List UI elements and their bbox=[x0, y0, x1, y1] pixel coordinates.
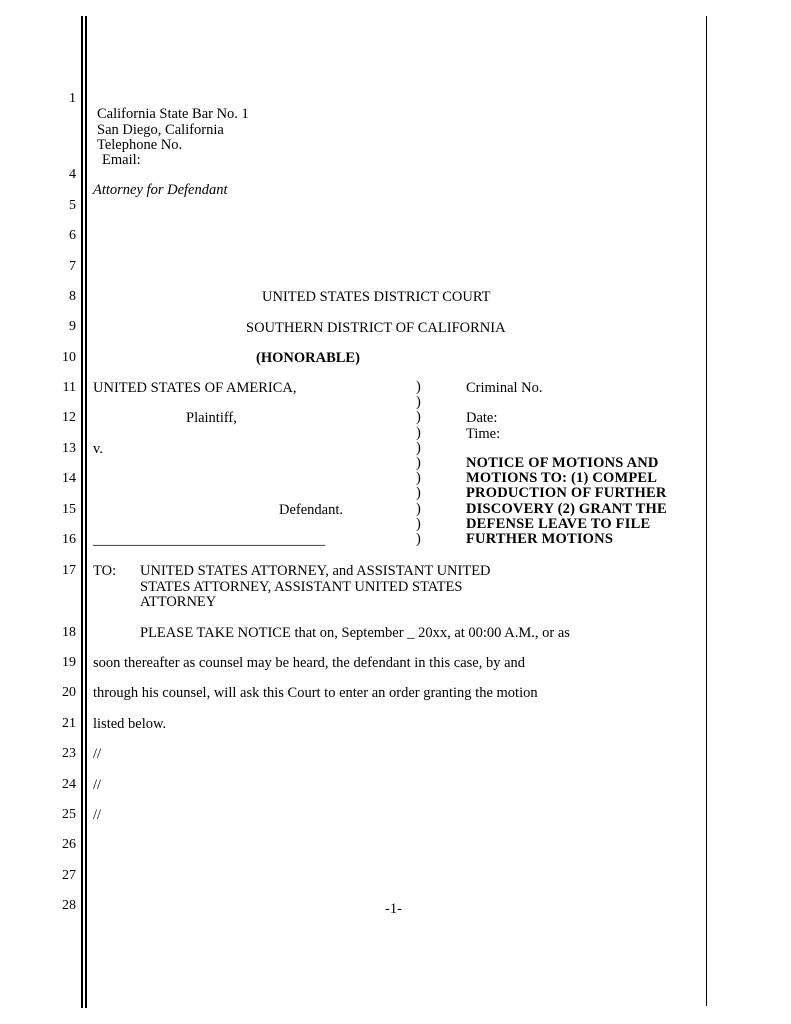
attorney-bar-number: California State Bar No. 1 bbox=[97, 106, 249, 122]
defendant-label: Defendant. bbox=[279, 502, 344, 518]
line-number: 21 bbox=[62, 716, 76, 731]
line-number: 9 bbox=[69, 319, 76, 334]
line-number: 27 bbox=[62, 868, 76, 883]
line-number: 1 bbox=[69, 91, 76, 106]
line-number: 7 bbox=[69, 259, 76, 274]
line-number: 17 bbox=[62, 563, 76, 578]
caption-signature-line: ________________________________ bbox=[93, 532, 325, 548]
line-number: 6 bbox=[69, 228, 76, 243]
notice-line: DISCOVERY (2) GRANT THE bbox=[466, 500, 667, 517]
line-number: 8 bbox=[69, 289, 76, 304]
continuation-slashes: // bbox=[93, 777, 102, 793]
line-number: 26 bbox=[62, 837, 76, 852]
paren: ) bbox=[416, 379, 421, 395]
page-number: -1- bbox=[385, 901, 402, 917]
line-number: 18 bbox=[62, 625, 76, 640]
line-number: 19 bbox=[62, 655, 76, 670]
notice-line: NOTICE OF MOTIONS AND bbox=[466, 455, 659, 471]
attorney-email: Email: bbox=[102, 152, 141, 168]
court-district: SOUTHERN DISTRICT OF CALIFORNIA bbox=[246, 320, 506, 336]
paren: ) bbox=[416, 424, 421, 441]
line-number: 20 bbox=[62, 685, 76, 700]
attorney-city: San Diego, California bbox=[97, 122, 224, 138]
paren: ) bbox=[416, 530, 421, 547]
paren: ) bbox=[416, 454, 421, 471]
plaintiff-name: UNITED STATES OF AMERICA, bbox=[93, 380, 297, 396]
notice-of-motions-title bbox=[466, 456, 706, 547]
court-name: UNITED STATES DISTRICT COURT bbox=[262, 289, 491, 305]
continuation-slashes: // bbox=[93, 746, 102, 762]
notice-line: PRODUCTION OF FURTHER bbox=[466, 485, 667, 502]
paren: ) bbox=[416, 409, 421, 426]
line-number: 16 bbox=[62, 532, 76, 547]
attorney-role: Attorney for Defendant bbox=[93, 182, 228, 198]
paren: ) bbox=[416, 439, 421, 456]
to-line: ATTORNEY bbox=[140, 594, 217, 610]
to-line: STATES ATTORNEY, ASSISTANT UNITED STATES bbox=[140, 579, 463, 595]
line-number: 11 bbox=[62, 380, 76, 395]
notice-line: MOTIONS TO: (1) COMPEL bbox=[466, 470, 658, 487]
body-line: soon thereafter as counsel may be heard, the defendant in this case, by and bbox=[93, 655, 526, 671]
line-number: 25 bbox=[62, 807, 76, 822]
left-margin-rule-inner bbox=[85, 16, 87, 1008]
line-number: 14 bbox=[62, 471, 76, 486]
plaintiff-label: Plaintiff, bbox=[186, 410, 237, 426]
attorney-telephone: Telephone No. bbox=[97, 137, 183, 153]
paren: ) bbox=[416, 515, 421, 532]
left-margin-rule-outer bbox=[81, 16, 83, 1008]
notice-line: DEFENSE LEAVE TO FILE bbox=[466, 515, 651, 532]
line-number: 10 bbox=[62, 350, 76, 365]
continuation-slashes: // bbox=[93, 807, 102, 823]
versus: v. bbox=[93, 441, 103, 457]
body-line: PLEASE TAKE NOTICE that on, September _ 20xx, at 00:00 A.M., or as bbox=[140, 625, 570, 641]
line-number: 15 bbox=[62, 502, 76, 517]
line-number: 28 bbox=[62, 898, 76, 913]
right-margin-rule bbox=[706, 16, 707, 1006]
paren: ) bbox=[416, 394, 421, 411]
to-label: TO: bbox=[93, 563, 117, 579]
court-judge: (HONORABLE) bbox=[256, 350, 360, 366]
line-number: 4 bbox=[69, 167, 76, 182]
paren: ) bbox=[416, 485, 421, 502]
body-line: through his counsel, will ask this Court to enter an order granting the motion bbox=[93, 685, 538, 701]
line-number: 5 bbox=[69, 198, 76, 213]
paren: ) bbox=[416, 500, 421, 517]
hearing-time: Time: bbox=[466, 426, 501, 442]
body-line: listed below. bbox=[93, 716, 167, 732]
line-number: 23 bbox=[62, 746, 76, 761]
to-line: UNITED STATES ATTORNEY, and ASSISTANT UNITED bbox=[140, 563, 491, 579]
criminal-number: Criminal No. bbox=[466, 380, 543, 396]
paren: ) bbox=[416, 470, 421, 487]
line-number: 24 bbox=[62, 777, 76, 792]
line-number: 13 bbox=[62, 441, 76, 456]
notice-line: FURTHER MOTIONS bbox=[466, 531, 614, 548]
caption-parentheses bbox=[416, 380, 421, 547]
line-number: 12 bbox=[62, 410, 76, 425]
hearing-date: Date: bbox=[466, 410, 498, 426]
